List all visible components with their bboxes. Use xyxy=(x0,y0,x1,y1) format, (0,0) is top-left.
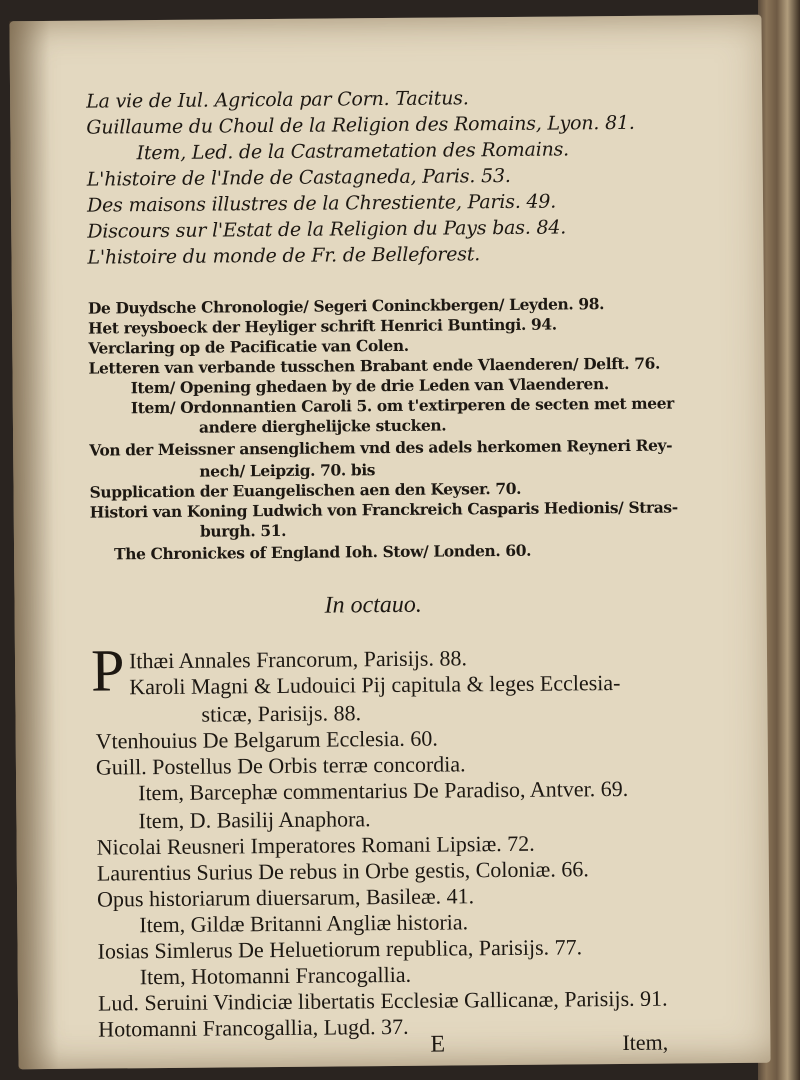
blackletter-title: Histori van Koning Ludwich von Franckreich Casparis Hedionis/ Stras- xyxy=(89,497,678,522)
drop-cap: P xyxy=(90,637,125,704)
blackletter-title: The Chronickes of England Ioh. Stow/ Londen. 60. xyxy=(114,540,532,564)
blackletter-title: nech/ Leipzig. 70. bis xyxy=(199,460,376,481)
octavo-entry: Opus historiarum diuersarum, Basileæ. 41. xyxy=(96,883,475,912)
page-gutter-shadow xyxy=(9,21,58,1069)
french-title: L'histoire du monde de Fr. de Belleforest. xyxy=(87,243,481,269)
french-title: Discours sur l'Estat de la Religion du Pays bas. 84. xyxy=(87,216,567,243)
blackletter-title: Verclaring op de Pacificatie van Colen. xyxy=(88,335,409,358)
octavo-entry: Karoli Magni & Ludouici Pij capitula & leges Ecclesia- xyxy=(129,669,621,700)
octavo-entry: Item, Gildæ Britanni Angliæ historia. xyxy=(139,909,469,938)
section-heading: In octauo. xyxy=(324,591,422,619)
blackletter-title: Item/ Ordonnantien Caroli 5. om t'extirperen de secten met meer xyxy=(130,393,674,418)
octavo-entry: sticæ, Parisijs. 88. xyxy=(201,700,362,727)
octavo-entry: Guill. Postellus De Orbis terræ concordia. xyxy=(95,751,466,780)
octavo-entry: Laurentius Surius De rebus in Orbe gestis, Coloniæ. 66. xyxy=(96,856,589,886)
french-title: Des maisons illustres de la Chrestiente, Paris. 49. xyxy=(86,190,557,217)
blackletter-title: Von der Meissner ansenglichem vnd des adels herkomen Reyneri Rey- xyxy=(89,435,673,460)
french-title: Item, Led. de la Castrametation des Romains. xyxy=(136,138,570,165)
blackletter-title: burgh. 51. xyxy=(199,520,287,541)
octavo-entry: Ithæi Annales Francorum, Parisijs. 88. xyxy=(128,645,468,674)
signature-mark: E xyxy=(430,1031,446,1058)
octavo-entry: Lud. Seruini Vindiciæ libertatis Ecclesiæ Gallicanæ, Parisijs. 91. xyxy=(97,985,668,1016)
octavo-entry: Item, Hotomanni Francogallia. xyxy=(139,961,412,990)
blackletter-title: Letteren van verbande tusschen Brabant ende Vlaenderen/ Delft. 76. xyxy=(88,353,661,378)
octavo-entry: Hotomanni Francogallia, Lugd. 37. xyxy=(98,1013,409,1042)
catchword: Item, xyxy=(622,1029,669,1055)
blackletter-title: Het reysboeck der Heyliger schrift Henrici Buntingi. 94. xyxy=(88,314,557,338)
octavo-entry: Iosias Simlerus De Heluetiorum republica, Parisijs. 77. xyxy=(97,934,583,964)
blackletter-title: Item/ Opening ghedaen by de drie Leden van Vlaenderen. xyxy=(130,374,609,398)
french-title: La vie de Iul. Agricola par Corn. Tacitus. xyxy=(86,87,469,113)
blackletter-title: Supplication der Euangelischen aen den Keyser. 70. xyxy=(89,478,522,502)
french-title: L'histoire de l'Inde de Castagneda, Paris. 53. xyxy=(86,164,511,191)
blackletter-title: De Duydsche Chronologie/ Segeri Coninckbergen/ Leyden. 98. xyxy=(87,294,605,318)
octavo-entry: Vtenhouius De Belgarum Ecclesia. 60. xyxy=(95,725,438,754)
blackletter-title: andere dierghelijcke stucken. xyxy=(198,415,447,437)
book-page xyxy=(9,15,770,1070)
french-title: Guillaume du Choul de la Religion des Romains, Lyon. 81. xyxy=(86,111,635,139)
octavo-entry: Item, D. Basilij Anaphora. xyxy=(138,806,371,834)
octavo-entry: Item, Barcephæ commentarius De Paradiso, Antver. 69. xyxy=(138,775,629,806)
octavo-entry: Nicolai Reusneri Imperatores Romani Lipsiæ. 72. xyxy=(96,830,535,860)
